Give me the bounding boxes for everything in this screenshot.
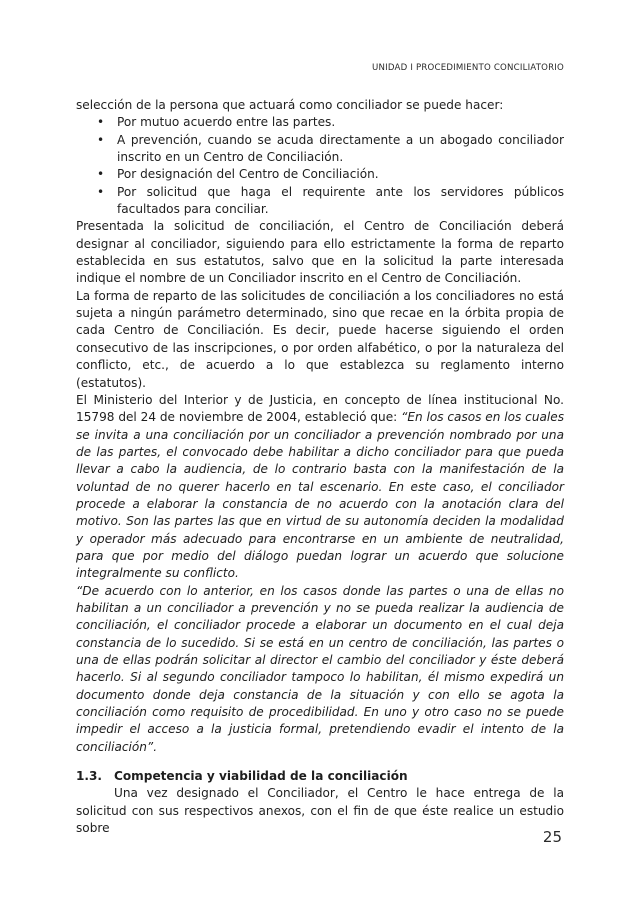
paragraph-3-quote: “En los casos en los cuales se invita a una conciliación por un conciliador a prevención nombrado por una de las partes, el convocado debe habilitar a dicho conciliador para que pueda llevar a cabo la audiencia, de lo contrario basta con la manifestación de la voluntad de no querer hacerlo en tal escenario. En este caso, el conciliador procede a elaborar la constancia de no acuerdo con la anotación clara del motivo. Son las partes las que en virtud de su autonomía deciden la modalidad y operador más adecuado para encontrarse en un ambiente de neutralidad, para que por medio del diálogo puedan lograr un acuerdo que solucione integralmente su conflicto.: [76, 410, 564, 581]
section-title: Competencia y viabilidad de la conciliación: [114, 769, 408, 784]
paragraph-3: [76, 392, 564, 583]
list-item: • Por designación del Centro de Conciliación.: [76, 166, 564, 183]
list-item: • Por solicitud que haga el requirente ante los servidores públicos facultados para conciliar.: [76, 184, 564, 219]
running-header: UNIDAD I PROCEDIMIENTO CONCILIATORIO: [371, 63, 564, 73]
paragraph-3-lead: El Ministerio del Interior y de Justicia, en concepto de línea institucional No. 15798 del 24 de noviembre de 2004, estableció que:: [76, 392, 564, 425]
paragraph-1: Presentada la solicitud de conciliación, el Centro de Conciliación deberá designar al conciliador, siguiendo para ello estrictamente la forma de reparto establecida en sus estatutos, salvo que en la solicitud la parte interesada indique el nombre de un Conciliador inscrito en el Centro de Conciliación.: [76, 219, 564, 286]
section-number: 1.3.: [76, 769, 103, 784]
body-text: [76, 97, 564, 837]
list-item: • Por mutuo acuerdo entre las partes.: [76, 114, 564, 131]
page-number: 25: [542, 828, 562, 846]
paragraph-2: La forma de reparto de las solicitudes de conciliación a los conciliadores no está sujeta a ningún parámetro determinado, sino que recae en la órbita propia de cada Centro de Conciliación. Es decir, puede hacerse siguiendo el orden consecutivo de las inscripciones, o por orden alfabético, o por la naturaleza del conflicto, etc., de acuerdo a lo que establezca su reglamento interno (estatutos).: [76, 288, 564, 390]
list-item: • A prevención, cuando se acuda directamente a un abogado conciliador inscrito en un Centro de Conciliación.: [76, 132, 564, 167]
bullet-list: [76, 114, 564, 218]
section-heading: [76, 768, 564, 785]
intro-paragraph: selección de la persona que actuará como conciliador se puede hacer:: [76, 98, 504, 112]
paragraph-4-quote: “De acuerdo con lo anterior, en los casos donde las partes o una de ellas no habilitan a un conciliador a prevención y no se pueda realizar la audiencia de conciliación, el conciliador procede a elaborar un documento en el cual deja constancia de lo sucedido. Si se está en un centro de conciliación, las partes o una de ellas podrán solicitar al director el cambio del conciliador y éste deberá hacerlo. Si al segundo conciliador tampoco lo habilitan, él mismo expedirá un documento donde deja constancia de la situación y con ello se agota la conciliación como requisito de procedibilidad. En uno y otro caso no se puede impedir el acceso a la justicia formal, pretendiendo evadir el intento de la conciliación”.: [76, 583, 564, 754]
paragraph-5: Una vez designado el Conciliador, el Centro le hace entrega de la solicitud con sus respectivos anexos, con el fin de que éste realice un estudio sobre: [76, 786, 564, 836]
